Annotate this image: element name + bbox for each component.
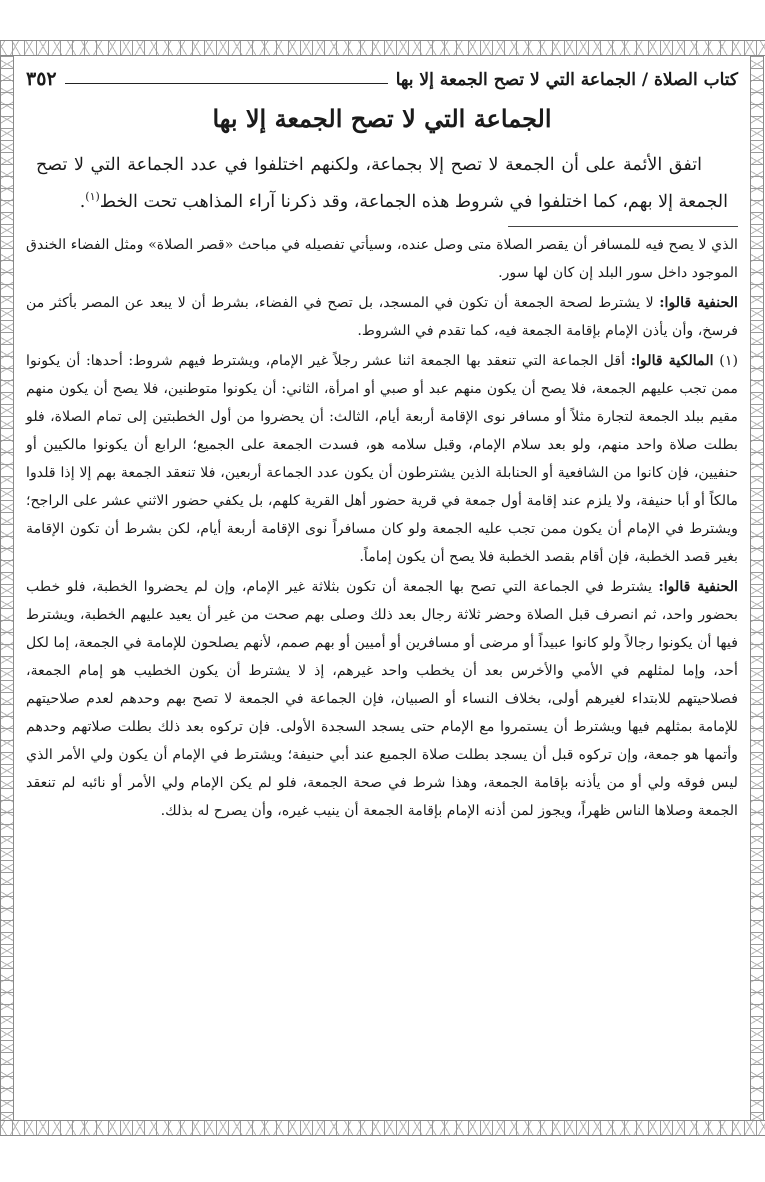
footnote-number: (١): [719, 352, 738, 369]
main-paragraph-text: اتفق الأئمة على أن الجمعة لا تصح إلا بجماعة، ولكنهم اختلفوا في عدد الجماعة التي لا تصح الجمعة إلا بهم، كما اختلفوا في شروط هذه الجماعة، وقد ذكرنا آراء المذاهب تحت الخط: [36, 155, 728, 212]
footnote-hanafiyya-2-text: يشترط في الجماعة التي تصح بها الجمعة أن تكون بثلاثة غير الإمام، وإن لم يحضروا الخطبة، فلو خطب بحضور واحد، ثم انصرف قبل الصلاة وحضر ثلاثة رجال بعد ذلك وصلى بهم صحت من غير أن يعيد عليهم الخطبة، ويشترط فيها أن يكونوا رجالاً ولو كانوا عبيداً أو مرضى أو مسافرين أو أميين أو بهم صمم، لأنهم يصلحون للإمامة في الجمعة، إما لكل أحد، وإما لمثلهم في الأمي والأخرس بعد أن يخطب واحد غيرهم، إذ لا يشترط أن يكون الخطيب هو إمام الجمعة، فصلاحيتهم للابتداء لغيرهم أولى، بخلاف النساء أو الصبيان، فإن الجماعة في الجمعة لا تصح بهم وحدهم لعدم صلاحيتهم للإمامة بمثلهم فيها ويشترط أن يستمروا مع الإمام حتى يسجد السجدة الأولى. فإن تركوه بعد ذلك بطلت صلاتهم وحدهم وأتمها هو جمعة، وإن تركوه قبل أن يسجد بطلت صلاة الجميع عند أبي حنيفة؛ ويشترط في الإمام أن يكون ولي الأمر الذي ليس فوقه ولي أو من يأذنه بإقامة الجمعة، وهذا شرط في صحة الجمعة، فلو لم يكن الإمام ولي الأمر أو نائبه لم تنعقد الجمعة وصلاها الناس ظهراً، ويجوز لمن أذنه الإمام بإقامة الجمعة أن ينيب غيره، وأن يصرح له بذلك.: [26, 578, 738, 819]
book-page: [26, 62, 738, 1114]
footnote-separator: [508, 226, 738, 227]
main-paragraph: [36, 149, 728, 218]
footnote-marker: (١): [85, 190, 100, 203]
page-number: ٣٥٢: [26, 68, 57, 90]
running-head-rule: [65, 83, 388, 84]
footnote-malikiyya: [26, 347, 738, 571]
school-label-malikiyya: المالكية قالوا:: [630, 352, 714, 369]
footnote-malikiyya-text: أقل الجماعة التي تنعقد بها الجمعة اثنا عشر رجلاً غير الإمام، ويشترط فيهم شروط: أحدها: أن يكونوا ممن تجب عليهم الجمعة، فلا يصح أن يكون منهم عبد أو صبي أو امرأة، الثاني: أن يكونوا متوطنين، فلا يصح أن يكون منهم مقيم ببلد الجمعة لتجارة مثلاً أو مسافر نوى الإقامة أربعة أيام، الثالث: أن يحضروا من أول الخطبتين إلى تمام الصلاة، فلو بطلت صلاة واحد منهم، ولو بعد سلام الإمام، وقبل سلامه هو، فسدت الجمعة على الجميع؛ الرابع أن يكونوا مالكيين أو حنفيين، فإن كانوا من الشافعية أو الحنابلة الذين يشترطون أن يكون عدد الجماعة أربعين، فلا تنعقد الجمعة بهم إلا إذا قلدوا مالكاً أو أبا حنيفة، ولا يلزم عند إقامة أول جمعة في قرية حضور أهل القرية كلهم، بل يكفي حضور الاثني عشر على الراجح؛ ويشترط في الإمام أن يكون ممن تجب عليه الجمعة ولو كان مسافراً نوى الإقامة أربعة أيام، لكن بشرط أن تكون الإقامة بغير قصد الخطبة، فإن أقام بقصد الخطبة فلا يصح أن يكون إماماً.: [26, 352, 738, 565]
main-text: [26, 149, 738, 218]
ornamental-border-top: [0, 40, 765, 56]
main-paragraph-end: .: [79, 191, 86, 212]
section-title: الجماعة التي لا تصح الجمعة إلا بها: [212, 104, 552, 133]
running-head-title: كتاب الصلاة / الجماعة التي لا تصح الجمعة إلا بها: [395, 70, 738, 90]
school-label-hanafiyya-2: الحنفية قالوا:: [658, 578, 738, 595]
footnotes: [26, 231, 738, 825]
footnote-continuation: الذي لا يصح فيه للمسافر أن يقصر الصلاة متى وصل عنده، وسيأتي تفصيله في مباحث «قصر الصلاة» ومثل الفضاء الخندق الموجود داخل سور البلد إن كان لها سور.: [26, 236, 738, 281]
ornamental-border-right: [750, 56, 764, 1120]
footnote-hanafiyya-1: [26, 289, 738, 345]
school-label-hanafiyya: الحنفية قالوا:: [659, 294, 738, 311]
ornamental-border-left: [0, 56, 14, 1120]
running-head: [26, 62, 738, 90]
ornamental-border-bottom: [0, 1120, 765, 1136]
footnote-hanafiyya-1-text: لا يشترط لصحة الجمعة أن تكون في المسجد، بل تصح في الفضاء، بشرط أن لا يبعد عن المصر بأكثر من فرسخ، وأن يأذن الإمام بإقامة الجمعة فيه، كما تقدم في الشروط.: [26, 294, 738, 339]
footnote-hanafiyya-2: [26, 573, 738, 825]
